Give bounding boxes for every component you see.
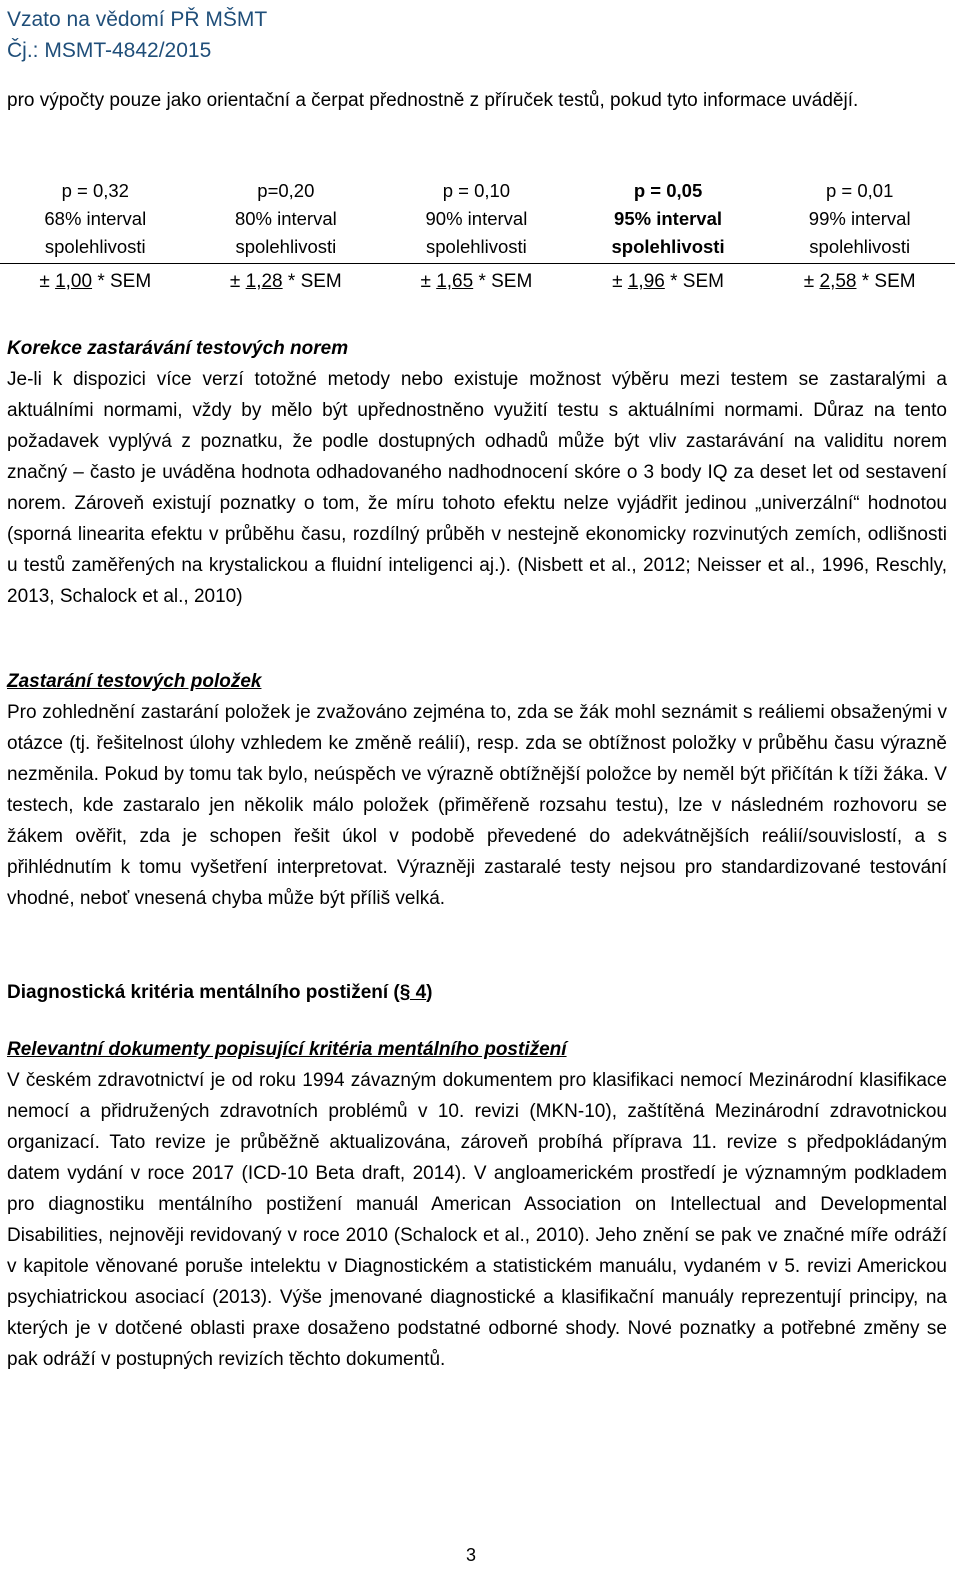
interval-label: 99% interval (808, 208, 911, 229)
reliability-label: spolehlivosti (44, 236, 146, 257)
sem-multiplier: 1,00 (55, 271, 93, 292)
section-heading: Korekce zastarávání testových norem (7, 338, 349, 359)
p-value: p=0,20 (257, 180, 315, 201)
section-body: Pro zohlednění zastarání položek je zvažováno zejména to, zda se žák mohl seznámit s reáliemi obsaženými v otázce (tj. řešitelnost úlohy vzhledem ke změně reálií), resp. zda se obtížnost položky v průběhu času výrazně nezměnila. Pokud by tomu tak bylo, neúspěch ve výrazně obtížnější položce by neměl být přičítán k tíži žáka. V testech, kde zastaralo jen několik málo položek (přiměřeně rozsahu testu), lze v následném rozhovoru se žákem ověřit, zda je schopen řešit úkol v podobě převedené do adekvátnějších reálií/souvislostí, a s přihlédnutím k tomu vyšetření interpretovat. Výrazněji zastaralé testy nejsou pro standardizované testování vhodné, neboť vnesená chyba může být příliš velká. (7, 702, 947, 909)
section-item-aging (7, 666, 947, 914)
table-cell (381, 177, 572, 264)
reliability-label: spolehlivosti (809, 236, 911, 257)
sem-cell: ± 1,00 * SEM (0, 264, 191, 298)
approval-line: Vzato na vědomí PŘ MŠMT (7, 8, 268, 31)
reliability-label: spolehlivosti (611, 236, 725, 257)
section-heading: Diagnostická kritéria mentálního postižení (§ 4) (7, 982, 433, 1003)
section-body: Je-li k dispozici více verzí totožné metody nebo existuje možnost výběru mezi testem se zastaralými a aktuálními normami, vždy by mělo být upřednostněno využití testu s aktuálními normami. Důraz na tento požadavek vyplývá z poznatku, že podle dostupných odhadů může být vliv zastarávání na validitu norem značný – často je uváděna hodnota odhadovaného nadhodnocení skóre o 3 body IQ za deset let od sestavení norem. Zároveň existují poznatky o tom, že míru tohoto efektu nelze vyjádřit jedinou „univerzální“ hodnotou (sporná linearita efektu v průběhu času, rozdílný průběh v nestejně ekonomicky rozvinutých zemích, odlišnosti u testů zaměřených na krystalickou a fluidní inteligenci aj.). (Nisbett et al., 2012; Neisser et al., 1996, Reschly, 2013, Schalock et al., 2010) (7, 369, 947, 607)
table-cell (764, 177, 955, 264)
approval-header (7, 4, 267, 66)
sem-cell: ± 1,65 * SEM (381, 264, 572, 298)
p-value: p = 0,32 (61, 180, 129, 201)
section-relevant-documents (7, 1034, 947, 1375)
reliability-label: spolehlivosti (235, 236, 337, 257)
sem-cell: ± 2,58 * SEM (764, 264, 955, 298)
sem-multiplier: 1,96 (627, 271, 665, 292)
reliability-label: spolehlivosti (426, 236, 527, 257)
sem-multiplier: 1,28 (245, 271, 283, 292)
table-cell (191, 177, 382, 264)
reference-number: Čj.: MSMT-4842/2015 (7, 39, 212, 62)
table-sem-row (0, 264, 955, 298)
sem-cell: ± 1,28 * SEM (191, 264, 382, 298)
table-cell-highlighted (572, 177, 765, 264)
section-heading: Zastarání testových položek (7, 671, 262, 692)
interval-label: 68% interval (44, 208, 147, 229)
intro-paragraph: pro výpočty pouze jako orientační a čerpat přednostně z příruček testů, pokud tyto informace uvádějí. (7, 90, 859, 111)
page-number: 3 (466, 1545, 477, 1565)
sem-multiplier: 1,65 (436, 271, 474, 292)
section-norm-aging (7, 333, 947, 612)
p-value: p = 0,01 (826, 180, 894, 201)
table-header-row (0, 177, 955, 264)
section-heading: Relevantní dokumenty popisující kritéria mentálního postižení (7, 1039, 567, 1060)
sem-cell: ± 1,96 * SEM (572, 264, 765, 298)
interval-label: 80% interval (234, 208, 337, 229)
law-section-reference: § 4 (399, 982, 427, 1003)
p-value: p = 0,05 (633, 180, 703, 201)
section-body: V českém zdravotnictví je od roku 1994 závazným dokumentem pro klasifikaci nemocí Mezinárodní klasifikace nemocí a přidružených zdravotních problémů v 10. revizi (MKN-10), zaštítěná Mezinárodní zdravotnickou organizací. Tato revize je průběžně aktualizována, zároveň probíhá příprava 11. revize s předpokládaným datem vydání v roce 2017 (ICD-10 Beta draft, 2014). V angloamerickém prostředí je významným podkladem pro diagnostiku mentálního postižení manuál American Association on Intellectual and Developmental Disabilities, nejnověji revidovaný v roce 2010 (Schalock et al., 2010). Jeho znění se pak ve značné míře odráží v kapitole věnované poruše intelektu v Diagnostickém a statistickém manuálu, vydaném v 5. revizi Americkou psychiatrickou asociací (2013). Výše jmenované diagnostické a klasifikační manuály reprezentují principy, na kterých je v dotčené oblasti praxe dosaženo podstatné odborné shody. Nové poznatky a potřebné změny se pak odráží v postupných revizích těchto dokumentů. (7, 1070, 947, 1370)
table-cell (0, 177, 191, 264)
interval-label: 90% interval (425, 208, 528, 229)
section-diagnostic-criteria (7, 977, 947, 1008)
interval-label: 95% interval (614, 208, 723, 229)
confidence-interval-table (0, 177, 955, 297)
p-value: p = 0,10 (442, 180, 511, 201)
sem-multiplier: 2,58 (819, 271, 857, 292)
